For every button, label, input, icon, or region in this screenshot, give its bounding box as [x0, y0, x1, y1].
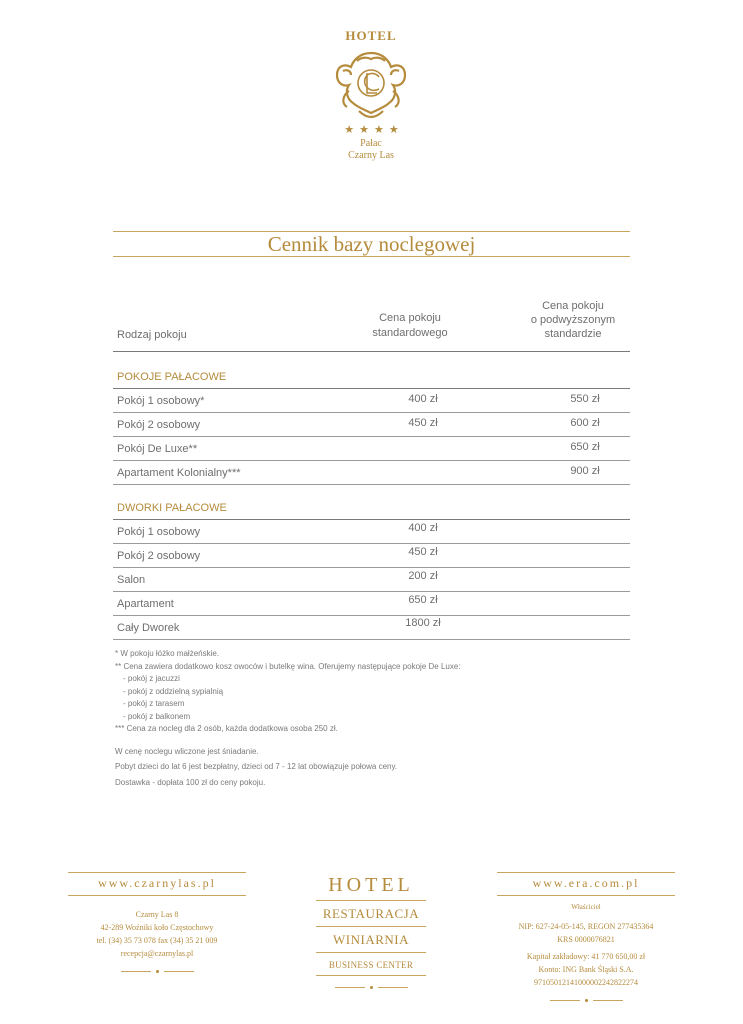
room-name: Salon: [117, 574, 146, 586]
premium-price: 900 zł: [570, 465, 600, 477]
standard-price: 200 zł: [408, 570, 438, 582]
address-line2: 42-289 Woźniki koło Częstochowy: [100, 923, 214, 932]
header-standard-price: [345, 311, 475, 341]
table-row: [113, 592, 630, 616]
note-breakfast: W cenę noclegu wliczone jest śniadanie.: [115, 746, 259, 756]
table-row: [113, 413, 630, 437]
room-name: Pokój De Luxe**: [117, 443, 198, 455]
website-link-czarnylas[interactable]: www.czarnylas.pl: [68, 872, 246, 896]
section-title: DWORKI PAŁACOWE: [117, 502, 227, 514]
deluxe-option: - pokój z oddzielną sypialnią: [123, 686, 224, 696]
section-title: POKOJE PAŁACOWE: [117, 371, 227, 383]
footer-brand-block: [316, 872, 426, 989]
header-room-type: Rodzaj pokoju: [117, 329, 187, 341]
footer-company-info: [497, 872, 675, 1002]
star-rating: ★★★★: [344, 123, 404, 136]
table-row: [113, 461, 630, 485]
hotel-logo: [321, 28, 421, 162]
room-name: Pokój 1 osobowy*: [117, 395, 205, 407]
room-name: Cały Dworek: [117, 622, 180, 634]
brand-hotel: HOTEL: [316, 872, 426, 901]
deluxe-option: - pokój z tarasem: [123, 699, 185, 708]
owner-label: Właściciel: [571, 903, 601, 911]
footnotes: [115, 648, 635, 790]
note-deluxe: ** Cena zawiera dodatkowo kosz owoców i butelkę wina. Oferujemy następujące pokoje De Luxe:: [115, 661, 461, 671]
share-capital: Kapitał zakładowy: 41 770 650,00 zł: [526, 952, 646, 961]
title-banner: [113, 231, 630, 257]
ornament-divider: [316, 986, 426, 989]
room-name: Pokój 2 osobowy: [117, 419, 201, 431]
logo-hotel-word: HOTEL: [345, 28, 397, 43]
table-row: [113, 568, 630, 592]
standard-price: 1800 zł: [405, 617, 441, 629]
brand-business-center: BUSINESS CENTER: [316, 953, 426, 976]
table-row: [113, 616, 630, 640]
website-link-era[interactable]: www.era.com.pl: [497, 872, 675, 896]
standard-price: 450 zł: [408, 546, 438, 558]
room-name: Apartament: [117, 598, 174, 610]
premium-price: 550 zł: [570, 393, 600, 405]
note-single-room: * W pokoju łóżko małżeńskie.: [115, 649, 220, 658]
header-standard-line1: Cena pokoju: [379, 312, 441, 324]
phone-fax: tel. (34) 35 73 078 fax (34) 35 21 009: [96, 936, 218, 945]
krs-number: KRS 0000076821: [557, 935, 615, 944]
standard-price: 400 zł: [408, 522, 438, 534]
header-premium-line2: o podwyższonym: [530, 314, 616, 326]
email-link[interactable]: recepcja@czarnylas.pl: [120, 949, 194, 958]
bank-name: Konto: ING Bank Śląski S.A.: [538, 965, 634, 974]
standard-price: 450 zł: [408, 417, 438, 429]
standard-price: 400 zł: [408, 393, 438, 405]
table-row: [113, 389, 630, 413]
footer-contact: [68, 872, 246, 973]
note-apartment: *** Cena za nocleg dla 2 osób, każda dodatkowa osoba 250 zł.: [115, 724, 338, 733]
room-name: Pokój 1 osobowy: [117, 526, 201, 538]
section-header-palace-manors: [113, 494, 630, 520]
brand-winiarnia: WINIARNIA: [316, 927, 426, 953]
address-line1: Czarny Las 8: [135, 910, 179, 919]
table-row: [113, 544, 630, 568]
logo-name-line1: Pałac: [360, 138, 382, 149]
standard-price: 650 zł: [408, 594, 438, 606]
section-header-palace-rooms: [113, 363, 630, 389]
header-premium-line3: standardzie: [544, 328, 602, 340]
header-standard-line2: standardowego: [372, 327, 448, 339]
brand-restauracja: RESTAURACJA: [316, 901, 426, 927]
table-row: [113, 437, 630, 461]
header-premium-line1: Cena pokoju: [542, 300, 604, 312]
page-title: Cennik bazy noclegowej: [267, 232, 476, 256]
deluxe-option: - pokój z balkonem: [123, 711, 191, 721]
table-row: [113, 520, 630, 544]
note-extra-bed: Dostawka - dopłata 100 zł do ceny pokoju.: [115, 777, 266, 787]
tax-ids: NIP: 627-24-05-145, REGON 277435364: [518, 922, 654, 931]
crest-emblem-icon: [329, 47, 413, 121]
table-header: [113, 296, 630, 352]
ornament-divider: [68, 970, 246, 973]
room-name: Apartament Kolonialny***: [117, 467, 241, 479]
deluxe-option: - pokój z jacuzzi: [123, 674, 180, 683]
header-premium-price: [508, 299, 638, 341]
room-name: Pokój 2 osobowy: [117, 550, 201, 562]
bank-account: 97105012141000002242822274: [534, 978, 638, 987]
premium-price: 650 zł: [570, 441, 600, 453]
logo-name-line2: Czarny Las: [348, 150, 394, 161]
premium-price: 600 zł: [570, 417, 600, 429]
note-children: Pobyt dzieci do lat 6 jest bezpłatny, dzieci od 7 - 12 lat obowiązuje połowa ceny.: [115, 762, 398, 771]
ornament-divider: [497, 999, 675, 1002]
